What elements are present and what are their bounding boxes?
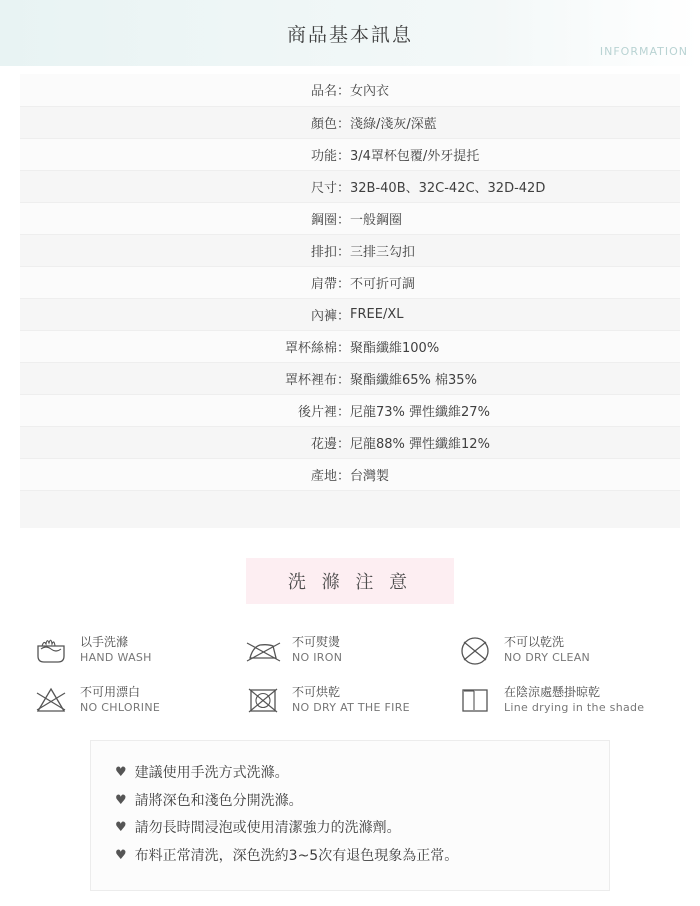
care-label-en: NO DRY CLEAN <box>503 650 591 664</box>
care-item-hand-wash <box>32 632 244 668</box>
page-header <box>0 0 700 66</box>
care-label-en: NO DRY AT THE FIRE <box>291 700 410 714</box>
table-row <box>20 106 680 138</box>
info-value: 聚酯纖維100% <box>350 330 680 362</box>
care-label-zh: 不可用漂白 <box>80 685 141 700</box>
spacer-cell <box>350 490 680 528</box>
heart-icon: ♥ <box>115 792 127 808</box>
care-label-zh: 以手洗滌 <box>80 635 129 650</box>
list-item <box>115 818 591 840</box>
care-item-text <box>504 634 590 665</box>
care-label-zh: 不可熨燙 <box>291 635 340 650</box>
table-row <box>20 202 680 234</box>
heart-icon: ♥ <box>115 820 127 836</box>
list-item <box>115 763 591 785</box>
note-text: 請將深色和淺色分開洗滌。 <box>134 792 303 809</box>
care-label-zh: 不可烘乾 <box>291 685 340 700</box>
info-value: 32B-40B、32C-42C、32D-42D <box>350 170 680 202</box>
table-row <box>20 362 680 394</box>
info-label: 產地： <box>20 458 350 490</box>
info-label: 尺寸： <box>20 170 350 202</box>
care-item-no-chlorine <box>32 682 244 718</box>
care-label-zh: 在陰涼處懸掛晾乾 <box>503 685 600 700</box>
info-value: 一般鋼圈 <box>350 202 680 234</box>
info-label: 排扣： <box>20 234 350 266</box>
care-item-line-dry-shade <box>456 682 668 718</box>
info-label: 後片裡： <box>20 394 350 426</box>
note-text: 請勿長時間浸泡或使用清潔強力的洗滌劑。 <box>134 820 401 837</box>
care-notes-box <box>90 740 610 891</box>
care-item-text <box>80 634 152 665</box>
info-value: 女內衣 <box>350 74 680 106</box>
table-row <box>20 170 680 202</box>
heart-icon: ♥ <box>115 765 127 780</box>
no-chlorine-icon <box>32 682 74 718</box>
page-subtitle: INFORMATION <box>599 45 688 58</box>
care-item-no-dry-clean <box>456 632 668 668</box>
info-label: 肩帶： <box>20 266 350 298</box>
table-row <box>20 266 680 298</box>
info-value: 聚酯纖維65% 棉35% <box>350 362 680 394</box>
info-value: 3/4罩杯包覆/外牙提托 <box>350 138 680 170</box>
info-label: 顏色： <box>20 106 350 138</box>
info-label: 罩杯裡布： <box>20 362 350 394</box>
info-label: 罩杯絲棉： <box>20 330 350 362</box>
line-dry-shade-icon <box>456 682 498 718</box>
care-item-text <box>504 684 644 715</box>
care-icon-row <box>32 632 668 668</box>
product-info-section <box>0 66 700 528</box>
list-item <box>115 791 591 813</box>
no-iron-icon <box>244 632 286 668</box>
info-value: 尼龍73% 彈性纖維27% <box>350 394 680 426</box>
care-label-en: NO IRON <box>291 650 343 664</box>
info-value: 淺綠/淺灰/深藍 <box>350 106 680 138</box>
info-value: 三排三勾扣 <box>350 234 680 266</box>
care-label-zh: 不可以乾洗 <box>503 635 564 650</box>
page-title: 商品基本訊息 <box>286 23 413 46</box>
care-label-en: NO CHLORINE <box>80 700 161 714</box>
info-label: 內褲： <box>20 298 350 330</box>
info-value: 尼龍88% 彈性纖維12% <box>350 426 680 458</box>
table-row <box>20 394 680 426</box>
info-value: 台灣製 <box>350 458 680 490</box>
info-value: FREE/XL <box>350 298 680 330</box>
care-label-en: Line drying in the shade <box>503 700 645 714</box>
table-row <box>20 298 680 330</box>
note-text: 布料正常清洗，深色洗約3~5次有退色現象為正常。 <box>134 848 459 865</box>
table-row <box>20 74 680 106</box>
table-row <box>20 234 680 266</box>
table-row <box>20 458 680 490</box>
care-item-no-iron <box>244 632 456 668</box>
care-label-en: HAND WASH <box>80 650 152 664</box>
info-label: 花邊： <box>20 426 350 458</box>
list-item <box>115 846 591 868</box>
care-item-text <box>292 634 342 665</box>
wash-title-row <box>0 558 700 604</box>
care-icon-row <box>32 682 668 718</box>
care-item-text <box>292 684 410 715</box>
info-value: 不可折可調 <box>350 266 680 298</box>
heart-icon: ♥ <box>115 848 127 864</box>
wash-title: 洗 滌 注 意 <box>246 558 454 604</box>
table-spacer-row <box>20 490 680 528</box>
no-tumble-dry-icon <box>244 682 286 718</box>
hand-wash-icon <box>32 632 74 668</box>
spacer-cell <box>20 490 350 528</box>
info-label: 功能： <box>20 138 350 170</box>
care-item-no-tumble-dry <box>244 682 456 718</box>
table-row <box>20 426 680 458</box>
no-dry-clean-icon <box>456 632 498 668</box>
table-row <box>20 330 680 362</box>
info-label: 品名： <box>20 74 350 106</box>
product-info-table <box>20 74 680 528</box>
care-item-text <box>80 684 160 715</box>
note-text: 建議使用手洗方式洗滌。 <box>134 765 289 781</box>
table-row <box>20 138 680 170</box>
care-icons-section <box>20 632 680 718</box>
info-label: 鋼圈： <box>20 202 350 234</box>
